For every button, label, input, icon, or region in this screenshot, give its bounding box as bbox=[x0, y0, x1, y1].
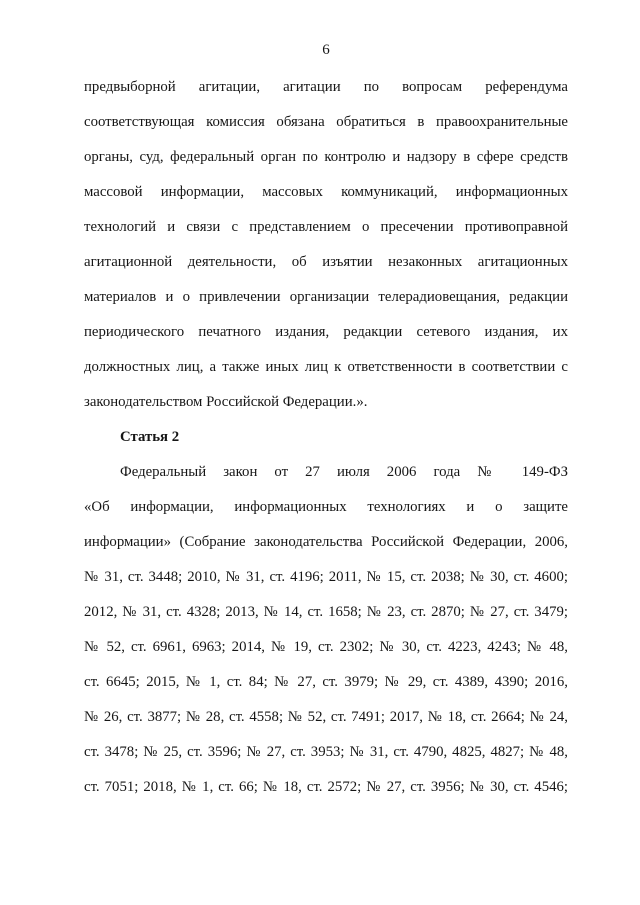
text-line: ст. 7051; 2018, № 1, ст. 66; № 18, ст. 2572; № 27, ст. 3956; № 30, ст. 4546; bbox=[84, 779, 568, 795]
text-line: периодического печатного издания, редакции сетевого издания, их bbox=[84, 324, 568, 340]
paragraph-amendment bbox=[84, 70, 568, 420]
text-line: органы, суд, федеральный орган по контролю и надзору в сфере средств bbox=[84, 149, 568, 165]
page-content bbox=[84, 70, 568, 805]
text-line: 2012, № 31, ст. 4328; 2013, № 14, ст. 1658; № 23, ст. 2870; № 27, ст. 3479; bbox=[84, 604, 568, 620]
text-line: № 26, ст. 3877; № 28, ст. 4558; № 52, ст. 7491; 2017, № 18, ст. 2664; № 24, bbox=[84, 709, 568, 725]
text-line: материалов и о привлечении организации телерадиовещания, редакции bbox=[84, 289, 568, 305]
text-line: предвыборной агитации, агитации по вопросам референдума bbox=[84, 79, 568, 95]
text-line: № 52, ст. 6961, 6963; 2014, № 19, ст. 2302; № 30, ст. 4223, 4243; № 48, bbox=[84, 639, 568, 655]
text-line: агитационной деятельности, об изъятии незаконных агитационных bbox=[84, 254, 568, 270]
text-line: Федеральный закон от 27 июля 2006 года № 149-ФЗ bbox=[120, 464, 568, 480]
article-2-heading: Статья 2 bbox=[120, 429, 180, 445]
text-line: массовой информации, массовых коммуникаций, информационных bbox=[84, 184, 568, 200]
text-line: «Об информации, информационных технологиях и о защите bbox=[84, 499, 568, 515]
text-line: законодательством Российской Федерации.». bbox=[84, 394, 368, 410]
text-line: № 31, ст. 3448; 2010, № 31, ст. 4196; 2011, № 15, ст. 2038; № 30, ст. 4600; bbox=[84, 569, 568, 585]
text-line: должностных лиц, а также иных лиц к ответственности в соответствии с bbox=[84, 359, 568, 375]
text-line: технологий и связи с представлением о пресечении противоправной bbox=[84, 219, 568, 235]
text-line: соответствующая комиссия обязана обратиться в правоохранительные bbox=[84, 114, 568, 130]
text-line: ст. 6645; 2015, № 1, ст. 84; № 27, ст. 3979; № 29, ст. 4389, 4390; 2016, bbox=[84, 674, 568, 690]
page-number: 6 bbox=[322, 42, 330, 58]
text-line: информации» (Собрание законодательства Российской Федерации, 2006, bbox=[84, 534, 568, 550]
paragraph-law-149 bbox=[84, 455, 568, 805]
text-line: ст. 3478; № 25, ст. 3596; № 27, ст. 3953; № 31, ст. 4790, 4825, 4827; № 48, bbox=[84, 744, 568, 760]
